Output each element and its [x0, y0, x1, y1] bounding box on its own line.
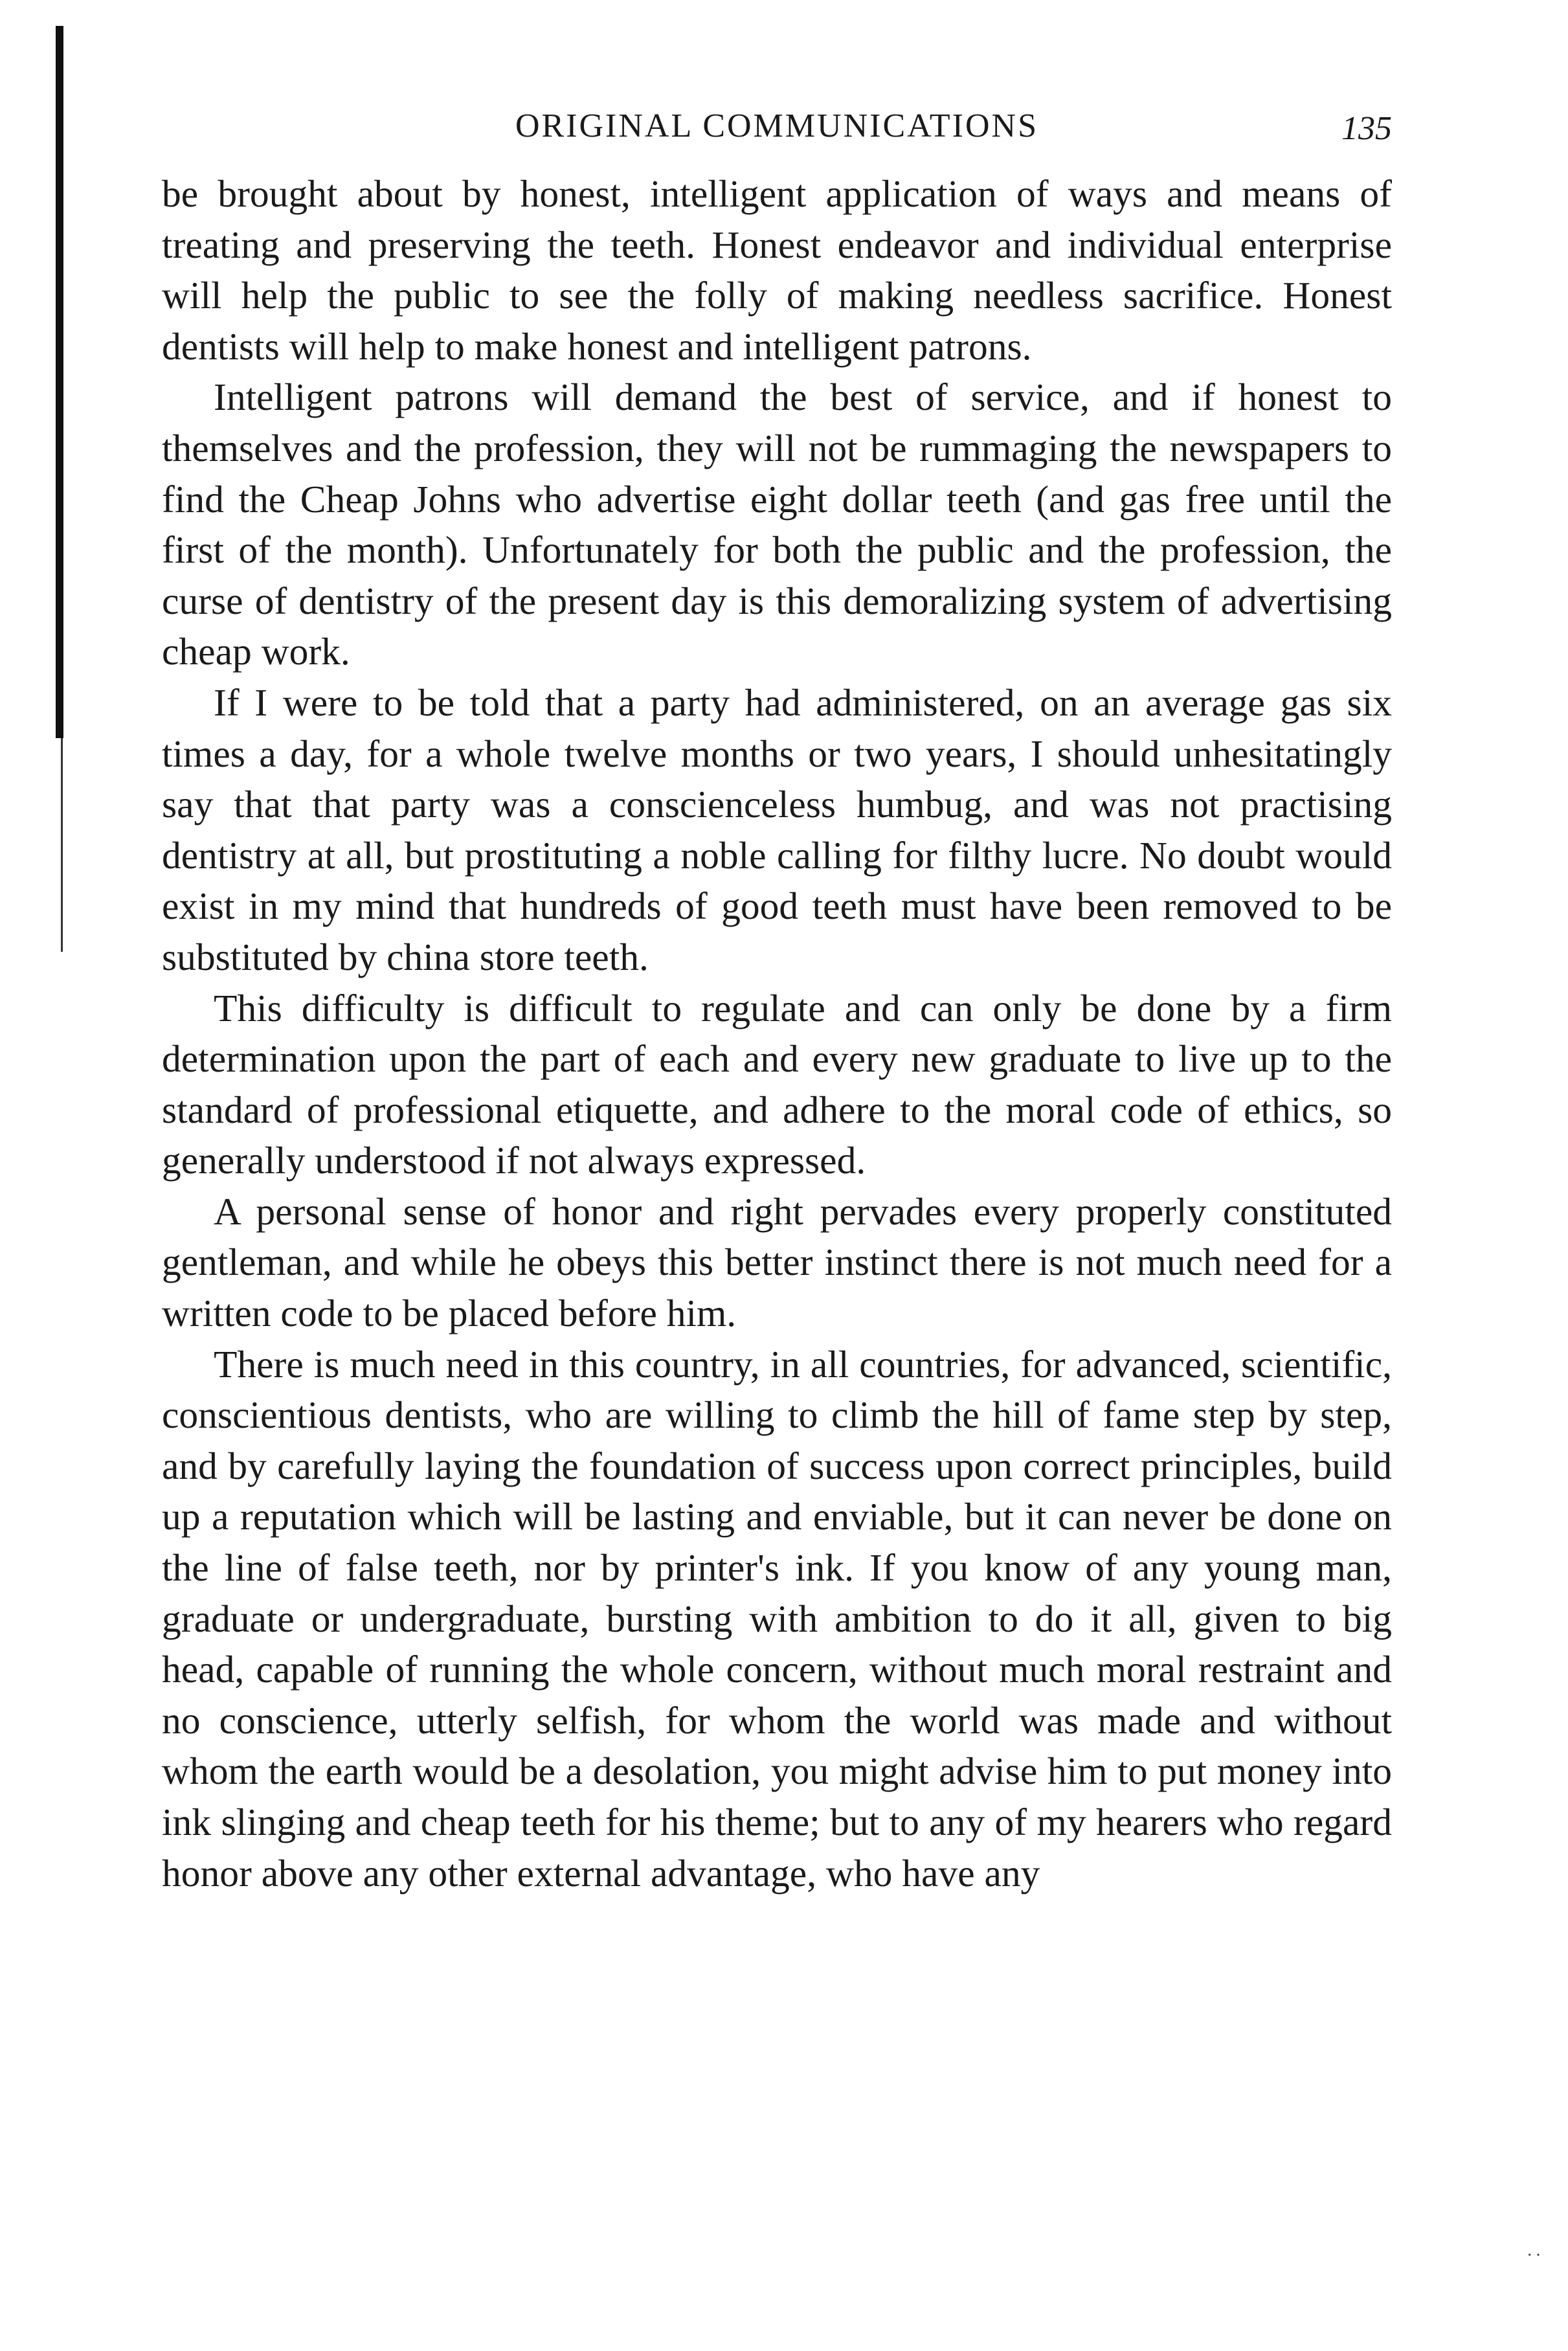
paragraph: If I were to be told that a party had administered, on an average gas six times a day, for a whole twelve months or two years, I should unhesitatingly say that that party was a conscienceless humbug, and was not practising dentistry at all, but prostituting a noble calling for filthy lucre. No doubt would exist in my mind that hundreds of good teeth must have been removed to be substituted by china store teeth. — [162, 681, 1392, 978]
paragraph: A personal sense of honor and right pervades every properly constituted gentleman, and while he obeys this better instinct there is not much need for a written code to be placed before him. — [162, 1189, 1392, 1335]
body-text — [162, 168, 1392, 1898]
paragraph: Intelligent patrons will demand the best of service, and if honest to themselves and the profession, they will not be rummaging the newspapers to find the Cheap Johns who advertise eight dollar teeth (and gas free until the first of the month). Unfortunately for both the public and the profession, the curse of dentistry of the present day is this demoralizing system of advertising cheap work. — [162, 376, 1392, 673]
page-number: 135 — [1341, 110, 1392, 147]
scan-speck: ·· — [1527, 2245, 1544, 2266]
page-header — [162, 104, 1392, 162]
paragraph: There is much need in this country, in all countries, for advanced, scientific, conscientious dentists, who are willing to climb the hill of fame step by step, and by carefully laying the foundation of success upon correct principles, build up a reputation which will be lasting and enviable, but it can never be done on the line of false teeth, nor by printer's ink. If you know of any young man, graduate or undergraduate, bursting with ambition to do it all, given to big head, capable of running the whole concern, without much moral restraint and no conscience, utterly selfish, for whom the world was made and without whom the earth would be a desolation, you might advise him to put money into ink slinging and cheap teeth for his theme; but to any of my hearers who regard honor above any other external advantage, who have any — [162, 1342, 1392, 1895]
paragraph: This difficulty is difficult to regulate and can only be done by a firm determination upon the part of each and every new graduate to live up to the standard of professional etiquette, and adhere to the moral code of ethics, so generally understood if not always expressed. — [162, 986, 1392, 1182]
book-page — [162, 104, 1392, 1898]
scan-edge-shadow — [56, 26, 63, 738]
running-head: ORIGINAL COMMUNICATIONS — [515, 107, 1039, 144]
scan-edge-line — [61, 738, 63, 952]
paragraph: be brought about by honest, intelligent application of ways and means of treating and preserving the teeth. Honest endeavor and individual enterprise will help the public to see the folly of making needless sacrifice. Honest dentists will help to make honest and intelligent patrons. — [162, 172, 1392, 368]
